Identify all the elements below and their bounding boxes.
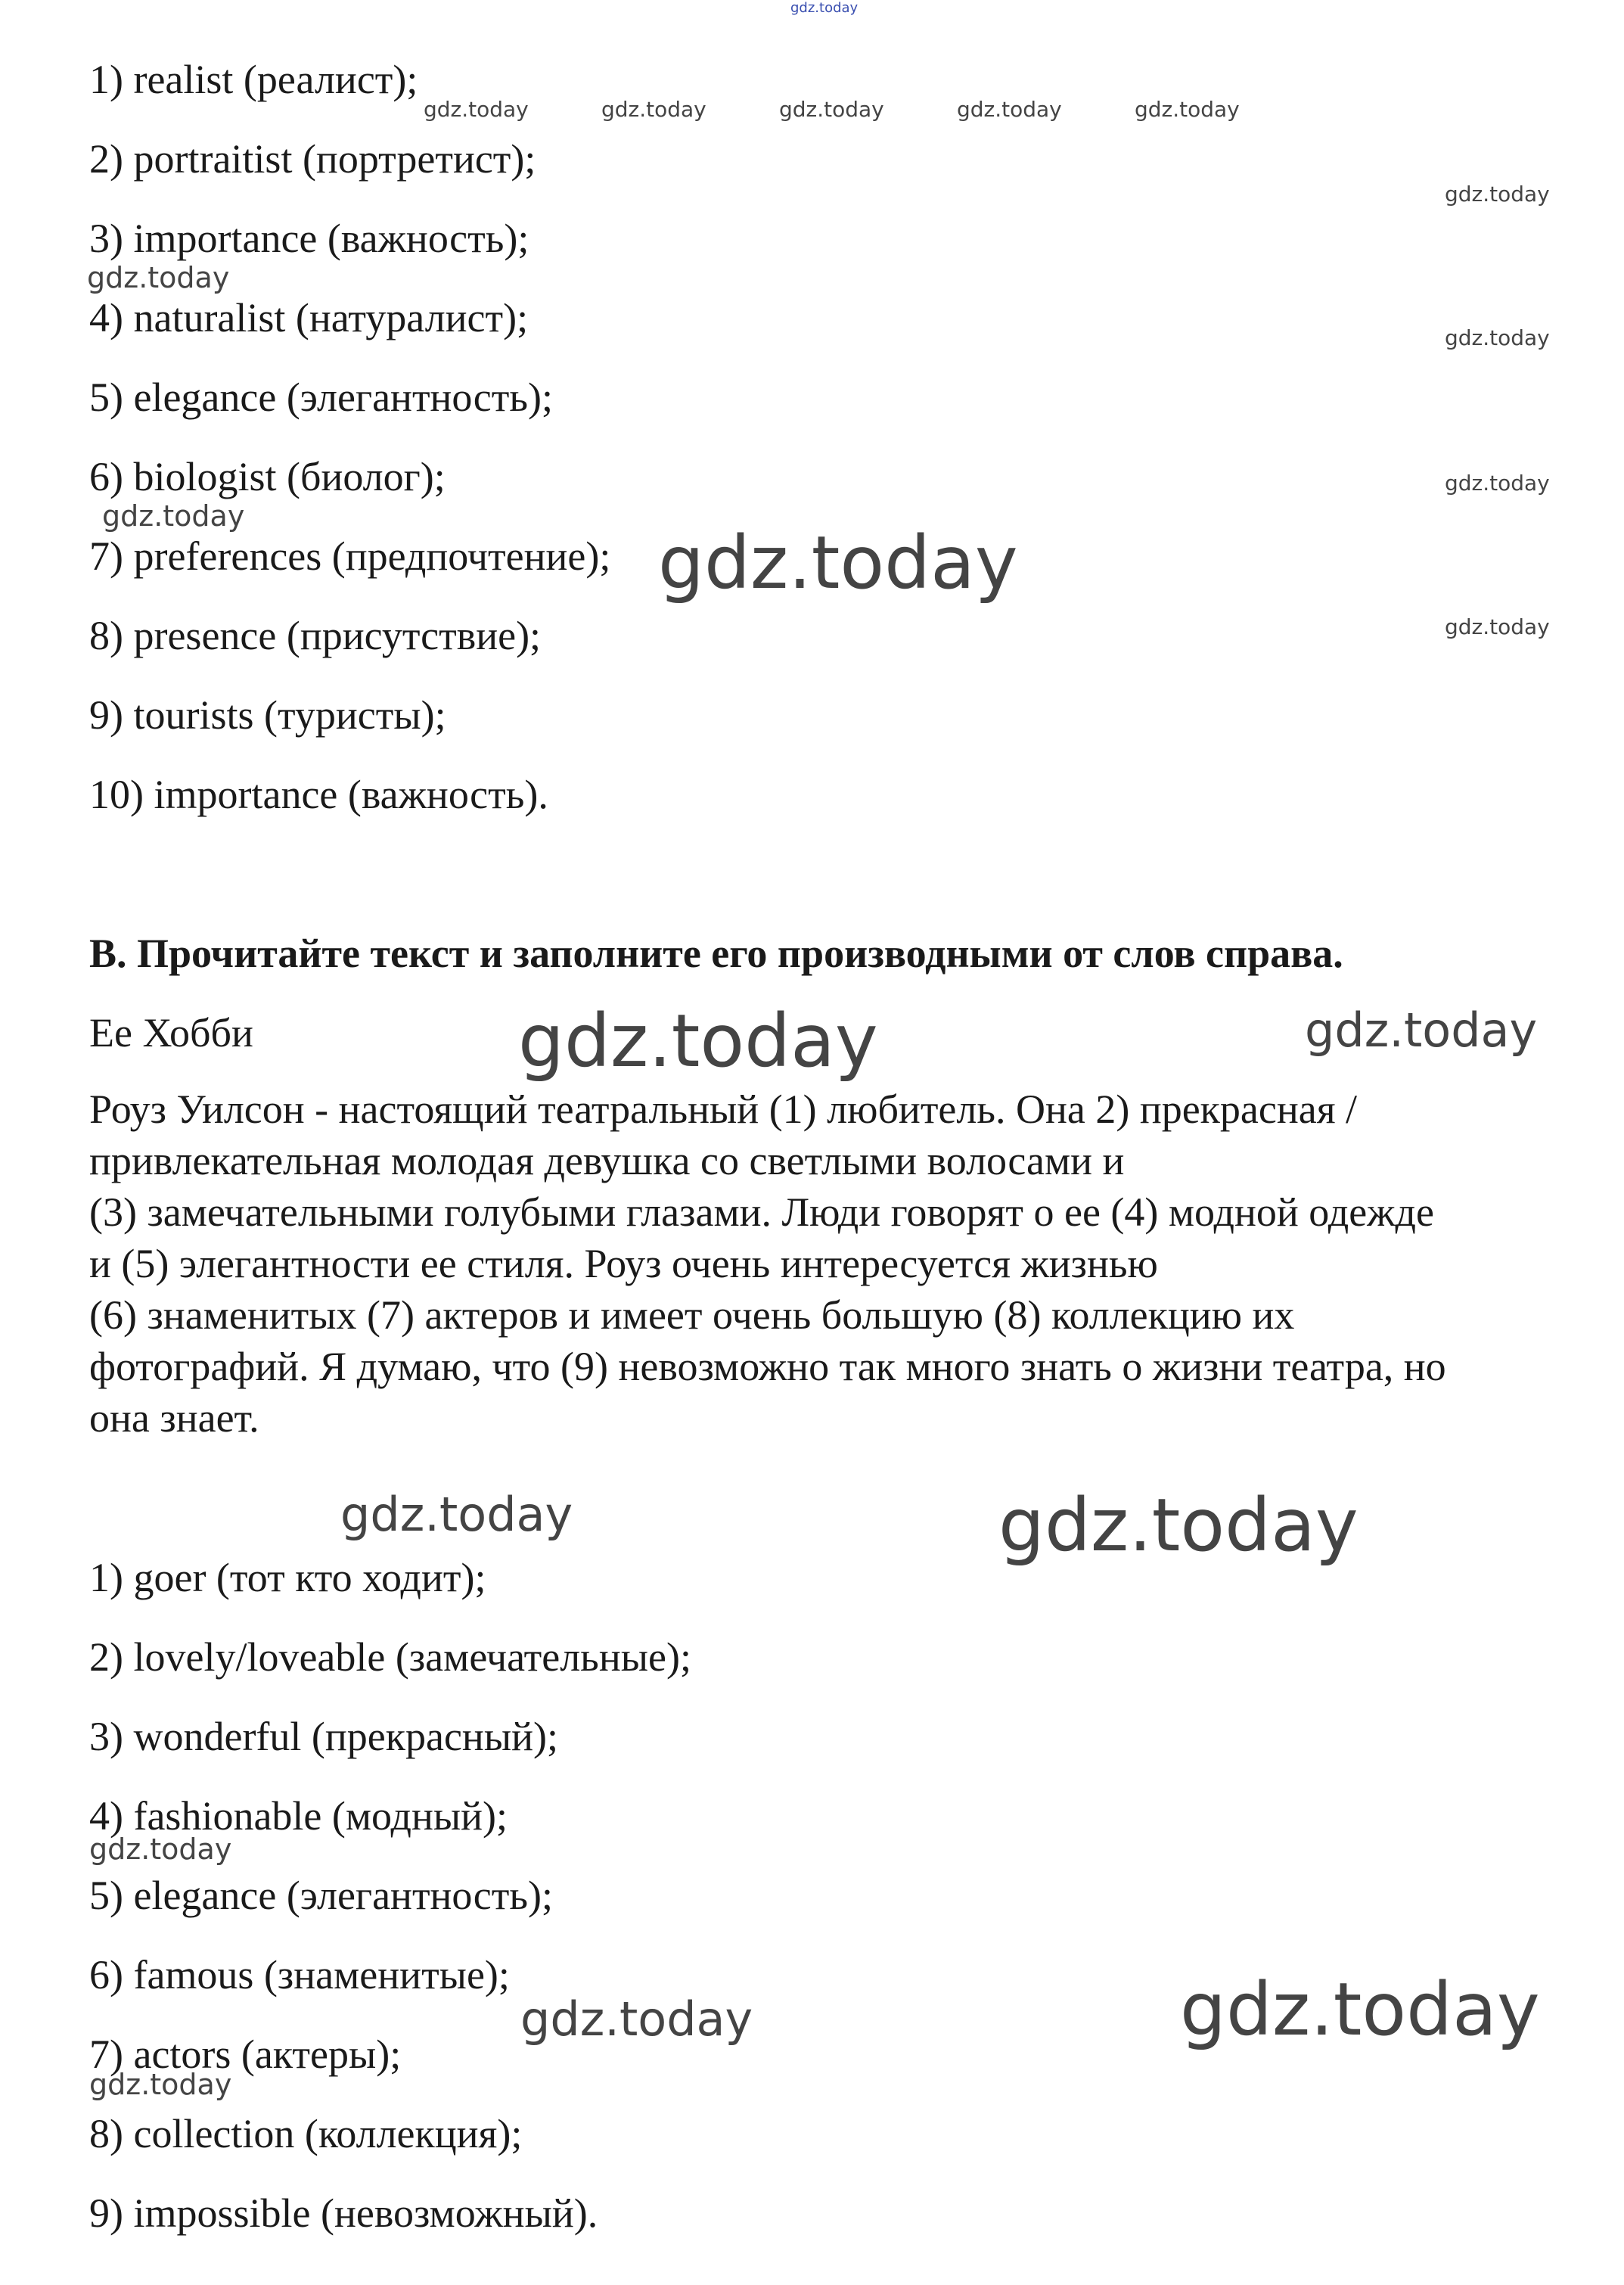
section-b-paragraph <box>89 1083 1595 1444</box>
list-b-item-1: 1) goer (тот кто ходит); <box>89 1555 486 1600</box>
list-b-item-9: 9) impossible (невозможный). <box>89 2190 598 2236</box>
paragraph-line: Роуз Уилсон - настоящий театральный (1) любитель. Она 2) прекрасная / <box>89 1087 1358 1132</box>
watermark: gdz.today <box>520 1991 753 2047</box>
watermark: gdz.today <box>1445 471 1550 496</box>
watermark: gdz.today <box>1445 182 1550 207</box>
paragraph-line: фотографий. Я думаю, что (9) невозможно так много знать о жизни театра, но <box>89 1344 1446 1389</box>
watermark: gdz.today <box>518 999 878 1083</box>
list-b-item-6: 6) famous (знаменитые); <box>89 1952 510 1997</box>
list-a-item-5: 5) elegance (элегантность); <box>89 375 553 420</box>
watermark: gdz.today <box>790 0 859 16</box>
list-a-item-2: 2) portraitist (портретист); <box>89 136 536 182</box>
list-a-item-1: 1) realist (реалист); <box>89 57 418 102</box>
watermark: gdz.today <box>89 2068 232 2101</box>
watermark: gdz.today <box>1305 1003 1538 1058</box>
watermark: gdz.today <box>658 521 1018 605</box>
list-a-item-3: 3) importance (важность); <box>89 216 529 261</box>
list-a-item-9: 9) tourists (туристы); <box>89 692 446 738</box>
watermark: gdz.today <box>1180 1967 1540 2052</box>
paragraph-line: (6) знаменитых (7) актеров и имеет очень большую (8) коллекцию их <box>89 1292 1295 1338</box>
list-b-item-7: 7) actors (актеры); <box>89 2032 402 2077</box>
list-b-item-5: 5) elegance (элегантность); <box>89 1873 553 1918</box>
list-a-item-10: 10) importance (важность). <box>89 772 548 817</box>
paragraph-line: и (5) элегантности ее стиля. Роуз очень интересуется жизнью <box>89 1241 1158 1286</box>
watermark: gdz.today <box>1135 97 1240 122</box>
watermark: gdz.today <box>89 1833 232 1866</box>
watermark: gdz.today <box>1445 614 1550 639</box>
paragraph-line: (3) замечательными голубыми глазами. Люди говорят о ее (4) модной одежде <box>89 1189 1434 1235</box>
watermark: gdz.today <box>779 97 884 122</box>
list-a-item-8: 8) presence (присутствие); <box>89 613 542 658</box>
list-a-item-4: 4) naturalist (натуралист); <box>89 295 529 340</box>
watermark: gdz.today <box>87 261 230 294</box>
paragraph-line: привлекательная молодая девушка со светлыми волосами и <box>89 1138 1125 1183</box>
watermark: gdz.today <box>998 1483 1359 1568</box>
section-b-heading: B. Прочитайте текст и заполните его производными от слов справа. <box>89 931 1343 976</box>
watermark: gdz.today <box>424 97 529 122</box>
section-b-subtitle: Ее Хобби <box>89 1010 253 1055</box>
list-b-item-3: 3) wonderful (прекрасный); <box>89 1714 558 1759</box>
paragraph-line: она знает. <box>89 1395 259 1441</box>
list-b-item-2: 2) lovely/loveable (замечательные); <box>89 1634 691 1680</box>
list-b-item-8: 8) collection (коллекция); <box>89 2111 523 2156</box>
list-b-item-4: 4) fashionable (модный); <box>89 1793 508 1839</box>
watermark: gdz.today <box>601 97 706 122</box>
list-a-item-6: 6) biologist (биолог); <box>89 454 446 499</box>
watermark: gdz.today <box>1445 325 1550 350</box>
watermark: gdz.today <box>102 499 245 533</box>
list-a-item-7: 7) preferences (предпочтение); <box>89 533 611 579</box>
watermark: gdz.today <box>957 97 1062 122</box>
watermark: gdz.today <box>340 1487 573 1542</box>
